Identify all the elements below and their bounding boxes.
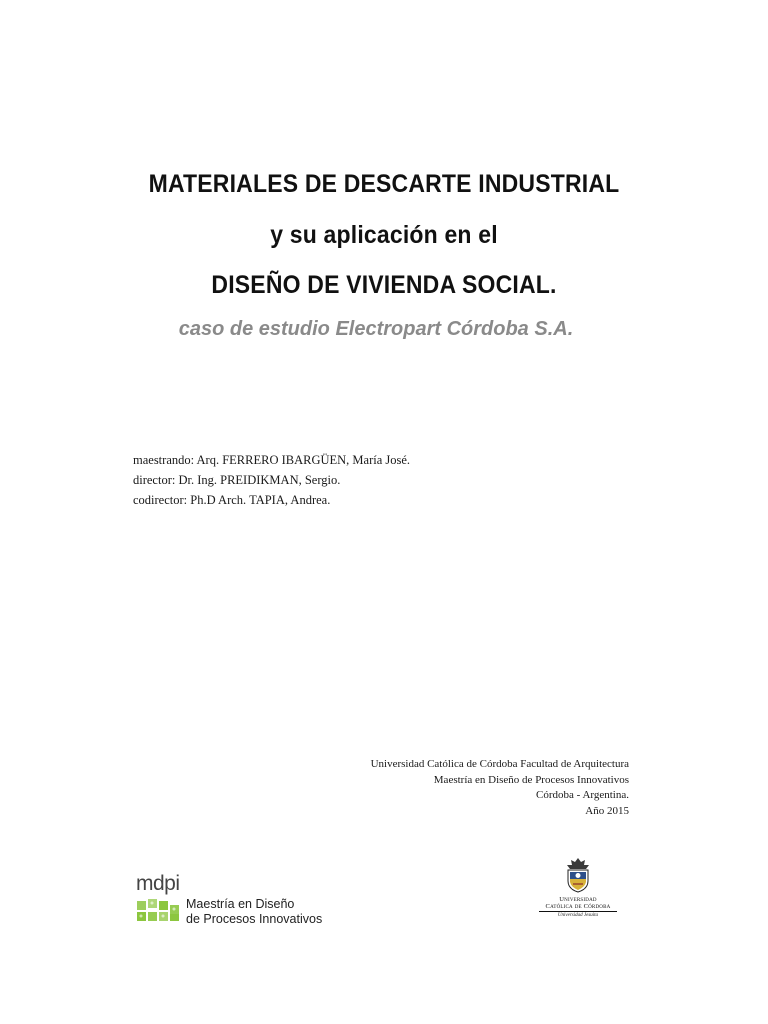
title-line-3: DISEÑO DE VIVIENDA SOCIAL. [211, 271, 557, 299]
credit-director: director: Dr. Ing. PREIDIKMAN, Sergio. [133, 473, 341, 487]
institution-line-4: Año 2015 [585, 804, 629, 817]
university-crest-icon [564, 857, 592, 893]
credits-block [133, 450, 410, 510]
green-squares-logo-icon [137, 899, 181, 923]
institution-line-1: Universidad Católica de Córdoba Facultad de Arquitectura [370, 758, 629, 770]
credit-codirector: codirector: Ph.D Arch. TAPIA, Andrea. [133, 493, 331, 507]
ucc-name [536, 896, 620, 910]
title-line-2: y su aplicación en el [270, 221, 498, 249]
credit-maestrando: maestrando: Arq. FERRERO IBARGÜEN, María José. [133, 453, 411, 467]
mdpi-program-line-2: de Procesos Innovativos [186, 912, 323, 926]
mdpi-logo [136, 872, 336, 932]
institution-block [371, 757, 629, 819]
institution-line-3: Córdoba - Argentina. [536, 789, 629, 801]
ucc-logo [536, 857, 620, 927]
institution-line-2: Maestría en Diseño de Procesos Innovativos [433, 773, 629, 786]
ucc-tagline: Universidad Jesuita [557, 913, 599, 918]
ucc-name-line-1: Universidad [559, 896, 597, 903]
ucc-name-line-2: Católica de Córdoba [545, 903, 611, 910]
mdpi-program-line-1: Maestría en Diseño [186, 897, 295, 911]
ucc-divider [539, 911, 617, 912]
subtitle: caso de estudio Electropart Córdoba S.A. [178, 318, 574, 340]
mdpi-wordmark: mdpi [136, 872, 180, 895]
mdpi-program-name [186, 897, 322, 927]
title-line-1: MATERIALES DE DESCARTE INDUSTRIAL [148, 170, 620, 198]
